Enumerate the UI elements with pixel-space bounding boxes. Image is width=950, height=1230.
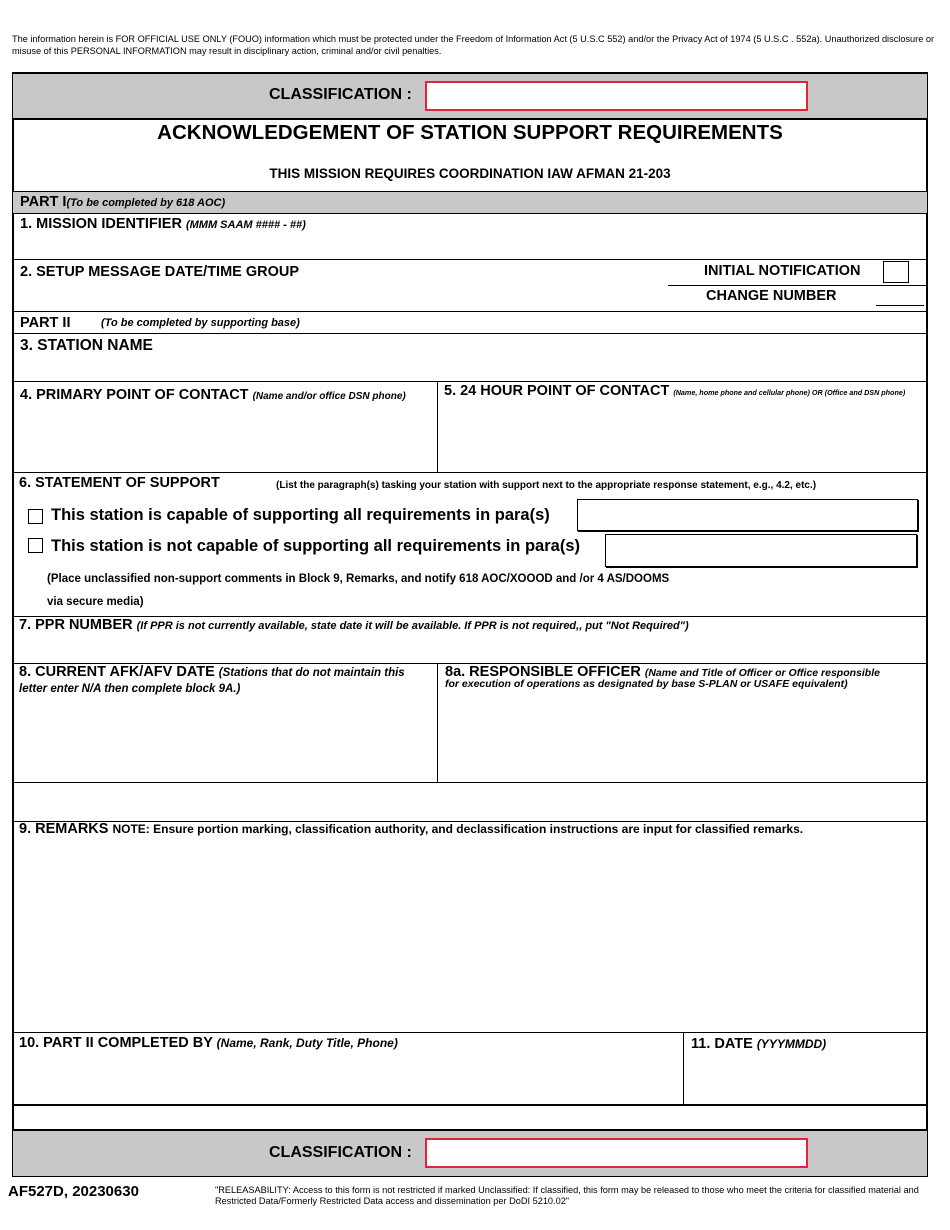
setup-message-dtg-field[interactable] (14, 282, 654, 309)
block1-label: 1. MISSION IDENTIFIER (MMM SAAM #### - ##) (20, 216, 306, 232)
not-capable-checkbox[interactable] (28, 538, 43, 553)
change-number-field[interactable] (876, 288, 924, 305)
part2-label: PART II (20, 315, 71, 331)
block4-note: (Name and/or office DSN phone) (252, 391, 406, 402)
block8a-label: 8a. RESPONSIBLE OFFICER (Name and Title of Officer or Office responsible (445, 664, 880, 680)
form-number: AF527D, 20230630 (8, 1183, 139, 1200)
form-subtitle: THIS MISSION REQUIRES COORDINATION IAW AFMAN 21-203 (269, 166, 671, 181)
classification-field-top[interactable] (425, 81, 808, 111)
block8-note-line2: letter enter N/A then complete block 9A.) (19, 683, 241, 695)
form-title: ACKNOWLEDGEMENT OF STATION SUPPORT REQUIREMENTS (157, 121, 783, 144)
block7-note: (If PPR is not currently available, state date it will be available. If PPR is not required,, put "Not Required") (136, 620, 689, 632)
block1-note: (MMM SAAM #### - ##) (185, 219, 306, 231)
classification-label-top: CLASSIFICATION : (269, 86, 412, 103)
not-capable-paras-input[interactable] (605, 534, 917, 567)
block11-note: (YYYMMDD) (756, 1037, 827, 1051)
part1-label: PART I(To be completed by 618 AOC) (20, 194, 226, 210)
block8-note-line1: (Stations that do not maintain this (218, 667, 405, 679)
block6-note: (List the paragraph(s) tasking your station with support next to the appropriate response statement, e.g., 4.2, etc.) (276, 480, 817, 491)
capable-statement: This station is capable of supporting all requirements in para(s) (51, 506, 550, 524)
initial-notification-label: INITIAL NOTIFICATION (704, 263, 861, 279)
block11-label: 11. DATE (YYYMMDD) (691, 1036, 827, 1052)
part2-note: (To be completed by supporting base) (101, 317, 300, 329)
block8a-note-line1: (Name and Title of Officer or Office responsible (644, 667, 880, 679)
block10-note: (Name, Rank, Duty Title, Phone) (216, 1036, 398, 1050)
station-name-field[interactable] (14, 356, 926, 380)
classification-field-bottom[interactable] (425, 1138, 808, 1168)
comment-instruction-line2: via secure media) (47, 596, 144, 608)
not-capable-statement: This station is not capable of supporting all requirements in para(s) (51, 537, 580, 555)
comment-instruction-line1: (Place unclassified non-support comments in Block 9, Remarks, and notify 618 AOC/XOOOD and /or 4 AS/DOOMS (47, 573, 670, 585)
block6-label: 6. STATEMENT OF SUPPORT (19, 475, 220, 491)
block8-label: 8. CURRENT AFK/AFV DATE (Stations that do not maintain this (19, 664, 405, 680)
privacy-notice: The information herein is FOR OFFICIAL USE ONLY (FOUO) information which must be protected under the Freedom of Information Act (5 U.S.C 552) and/or the Privacy Act of 1974 (5 U.S.C . 552a). Unauthorized disclosure or misuse of this PERSONAL INFORMATION may result in disciplinary action, criminal and/or civil penalties. (12, 34, 935, 56)
block7-label: 7. PPR NUMBER (If PPR is not currently available, state date it will be available. If PPR is not required,, put "Not Required") (19, 617, 689, 633)
responsible-officer-field[interactable] (440, 696, 926, 780)
block5-note: (Name, home phone and cellular phone) OR (Office and DSN phone) (673, 388, 906, 397)
block2-label: 2. SETUP MESSAGE DATE/TIME GROUP (20, 264, 300, 280)
ppr-number-field[interactable] (14, 636, 926, 661)
primary-poc-field[interactable] (14, 406, 434, 470)
date-field[interactable] (686, 1054, 926, 1102)
initial-notification-checkbox[interactable] (883, 261, 909, 283)
part1-note: (To be completed by 618 AOC) (66, 197, 226, 209)
change-number-label: CHANGE NUMBER (706, 288, 837, 304)
afk-afv-date-field[interactable] (14, 702, 434, 780)
classification-label-bottom: CLASSIFICATION : (269, 1144, 412, 1161)
completed-by-field[interactable] (14, 1054, 680, 1102)
releasability-statement: "RELEASABILITY: Access to this form is not restricted if marked Unclassified: If classified, this form may be released to those who meet the criteria for classified material and Restricted Data/Formerly Restricted Data access and dissemination per DoDI 5210.02" (215, 1185, 919, 1206)
capable-paras-input[interactable] (577, 499, 918, 531)
24hr-poc-field[interactable] (440, 402, 926, 470)
block9-note: NOTE: Ensure portion marking, classification authority, and declassification instructions are input for classified remarks. (112, 822, 804, 836)
block4-label: 4. PRIMARY POINT OF CONTACT (Name and/or office DSN phone) (20, 387, 406, 403)
remarks-field[interactable] (14, 842, 926, 1030)
block3-label: 3. STATION NAME (20, 337, 153, 354)
block5-label: 5. 24 HOUR POINT OF CONTACT (Name, home phone and cellular phone) OR (Office and DSN phone) (444, 383, 906, 399)
block8a-note-line2: for execution of operations as designated by base S-PLAN or USAFE equivalent) (445, 678, 848, 690)
block10-label: 10. PART II COMPLETED BY (Name, Rank, Duty Title, Phone) (19, 1035, 398, 1051)
mission-identifier-field[interactable] (14, 233, 926, 258)
capable-checkbox[interactable] (28, 509, 43, 524)
block9-label: 9. REMARKS NOTE: Ensure portion marking, classification authority, and declassification instructions are input for classified remarks. (19, 821, 804, 837)
